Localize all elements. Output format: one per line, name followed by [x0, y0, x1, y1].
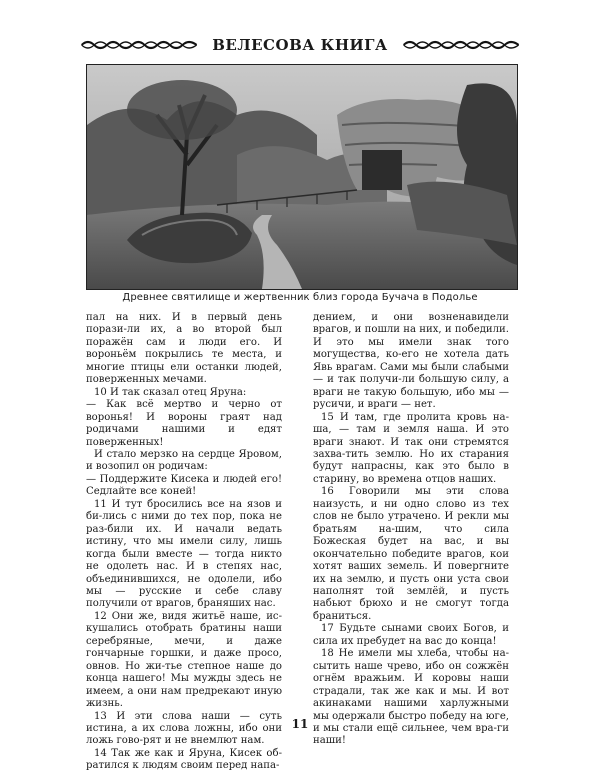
left-ornament-icon	[80, 38, 198, 52]
paragraph: 16 Говорили мы эти слова наизусть, и ни одно слово из тех слов не было утрачено. И рекли мы братьям на-шим, что сила Божеская будет на вас, и вы окончательно победите врагов, кои хотят ваших земель. И повергните их на землю, и пусть они уста свои наполнят той землёй, и пусть набьют брюхо и не смогут тогда браниться.	[313, 486, 509, 622]
running-header	[80, 34, 520, 56]
landscape-photo	[86, 64, 518, 290]
paragraph: 15 И там, где пролита кровь на-ша, — там и земля наша. И это враги знают. И так они стремятся захва-тить землю. Но их старания будут напрасны, как это было в старину, во времена отцов наших.	[313, 411, 509, 485]
paragraph: — Поддержите Кисека и людей его! Седлайте все коней!	[86, 473, 282, 498]
right-ornament-icon	[402, 38, 520, 52]
book-title: ВЕЛЕСОВА КНИГА	[212, 36, 388, 54]
paragraph: 10 И так сказал отец Яруна:	[94, 386, 247, 398]
paragraph: — Как всё мертво и черно от воронья! И вороны граят над родичами нашими и едят поверженных!	[86, 399, 282, 448]
paragraph: 18 Не имели мы хлеба, чтобы на-сытить наше чрево, ибо он сожжён огнём вражьим. И коровы наши страдали, так же как и мы. И вот акинаками нашими харлужными мы одержали быстро победу на юге, и мы стали ещё сильнее, чем вра-ги наши!	[313, 648, 509, 747]
paragraph: дением, и они возненавидели врагов, и пошли на них, и победили. И это мы имели знак того могущества, ко-его не хотела дать Явь врагам. Сами мы были слабыми — и так получи-ли большую силу, а враги не такую большую, ибо мы — русичи, и враги — нет.	[313, 312, 509, 411]
paragraph: 13 И эти слова наши — суть истина, а их слова ложны, ибо они ложь гово-рят и не внемлют нам.	[86, 710, 282, 747]
left-text-column	[86, 312, 282, 773]
photo-caption: Древнее святилище и жертвенник близ города Бучача в Подолье	[122, 292, 478, 303]
paragraph: 17 Будьте сынами своих Богов, и сила их пребудет на вас до конца!	[313, 623, 509, 647]
paragraph: 14 Так же как и Яруна, Кисек об-ратился к людям своим перед напа-	[86, 747, 282, 772]
paragraph: 11 И тут бросились все на язов и би-лись с ними до тех пор, пока не раз-били их. И начали ведать истину, что мы имели силу, лишь когда были вместе — тогда никто не одолеть нас. И в степях нас, объединившихся, не одолели, ибо мы — русские и себе славу получили от врагов, браняших нас.	[86, 498, 282, 610]
paragraph: И стало мерзко на сердце Яровом, и возопил он родичам:	[86, 448, 282, 473]
right-text-column	[313, 312, 509, 748]
paragraph: 12 Они же, видя житьё наше, ис-кушались отобрать братины наши серебряные, мечи, и даже гончарные горшки, и даже просо, овнов. Но жи-тье степное наше до конца нашего! Мы мужды здесь не имеем, а они нам предрекают иную жизнь.	[86, 610, 282, 710]
paragraph: пал на них. И в первый день порази-ли их, а во второй был поражён сам и люди его. И вороньём покрылись те места, и многие птицы ели останки людей, поверженных мечами.	[86, 312, 282, 386]
page-number: 11	[291, 717, 309, 731]
